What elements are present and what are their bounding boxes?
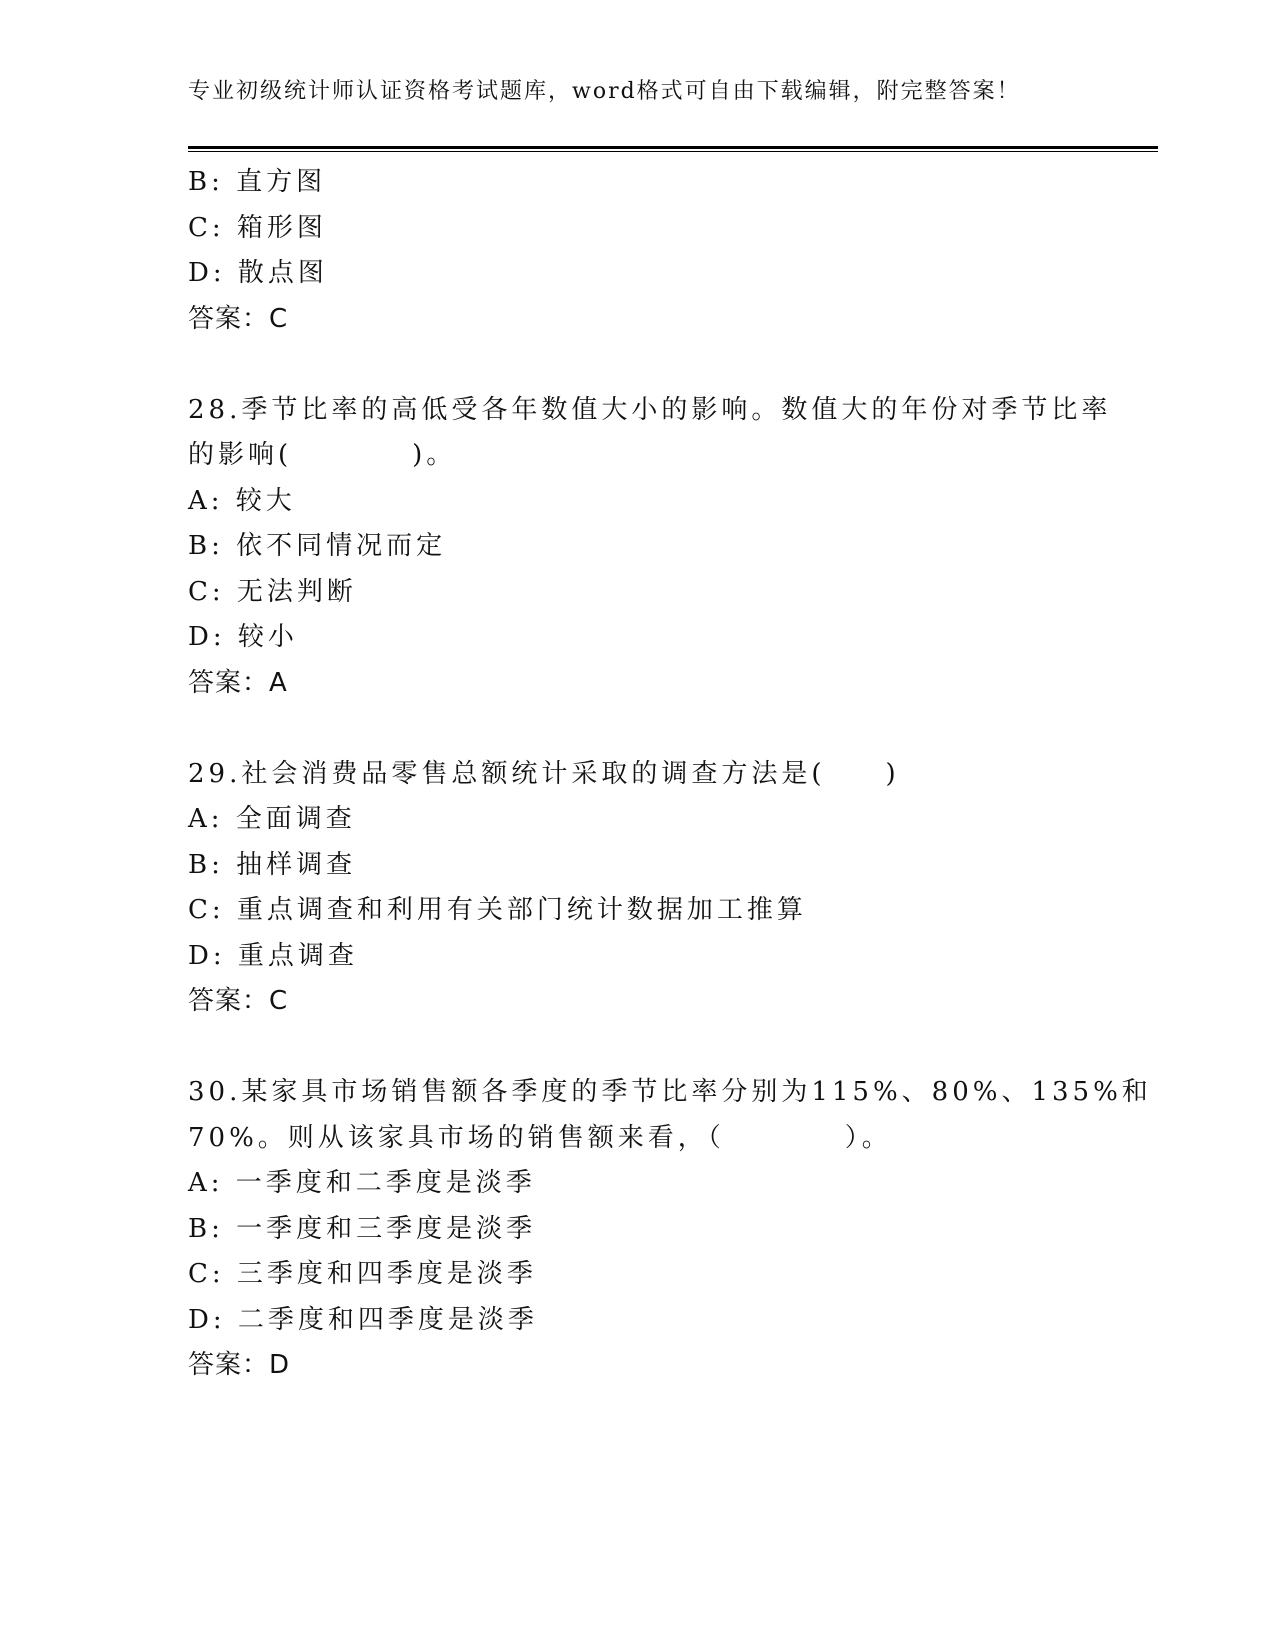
answer-line: 答案：D xyxy=(188,1350,291,1380)
spacer xyxy=(188,1025,1088,1071)
option-d: D: 重点调查 xyxy=(188,940,358,971)
answer-line: 答案：C xyxy=(188,303,289,334)
question-stem: 29.社会消费品零售总额统计采取的调查方法是( ) xyxy=(188,758,900,789)
option-b: B: 一季度和三季度是淡季 xyxy=(188,1213,537,1244)
option-a: A: 较大 xyxy=(188,485,296,516)
option-c: C: 无法判断 xyxy=(188,576,357,607)
option-b: B: 依不同情况而定 xyxy=(188,531,447,561)
option-b: B: 直方图 xyxy=(188,167,327,197)
answer-line: 答案：C xyxy=(188,986,289,1016)
option-c: C: 三季度和四季度是淡季 xyxy=(188,1259,537,1289)
option-c: C: 重点调查和利用有关部门统计数据加工推算 xyxy=(188,895,807,925)
question-stem: 70%。则从该家具市场的销售额来看，（ ）。 xyxy=(188,1122,892,1153)
header-rule-thick xyxy=(188,146,1158,149)
header-rule-thin xyxy=(188,151,1158,152)
question-content xyxy=(188,160,1152,1389)
question-stem: 30.某家具市场销售额各季度的季节比率分别为115%、80%、135%和 xyxy=(188,1077,1152,1107)
question-stem: 的影响( )。 xyxy=(188,440,457,470)
option-d: D: 较小 xyxy=(188,622,298,652)
spacer xyxy=(188,706,1088,752)
option-c: C: 箱形图 xyxy=(188,212,327,243)
question-stem: 28.季节比率的高低受各年数值大小的影响。数值大的年份对季节比率 xyxy=(188,394,1112,425)
answer-line: 答案：A xyxy=(188,667,288,698)
option-d: D: 二季度和四季度是淡季 xyxy=(188,1304,538,1335)
page-header: 专业初级统计师认证资格考试题库，word格式可自由下载编辑，附完整答案！ xyxy=(188,79,1021,104)
option-a: A: 一季度和二季度是淡季 xyxy=(188,1168,536,1198)
option-d: D: 散点图 xyxy=(188,258,328,288)
option-b: B: 抽样调查 xyxy=(188,849,357,880)
option-a: A: 全面调查 xyxy=(188,804,356,834)
spacer xyxy=(188,342,1088,388)
